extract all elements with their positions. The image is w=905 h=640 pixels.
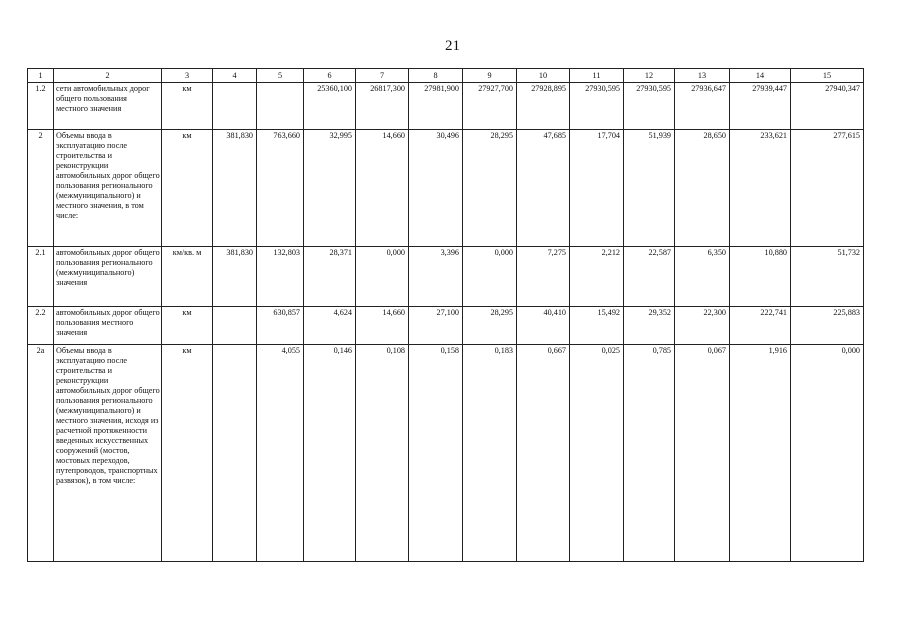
value-cell: 27928,895 bbox=[517, 83, 570, 130]
row-unit-cell: км bbox=[162, 345, 213, 562]
table-row bbox=[28, 307, 864, 345]
value-cell: 17,704 bbox=[570, 130, 624, 247]
value-cell: 763,660 bbox=[257, 130, 304, 247]
value-cell: 30,496 bbox=[409, 130, 463, 247]
value-cell: 32,995 bbox=[304, 130, 356, 247]
value-cell: 25360,100 bbox=[304, 83, 356, 130]
value-cell: 0,000 bbox=[791, 345, 864, 562]
row-unit-cell: км bbox=[162, 307, 213, 345]
value-cell: 0,158 bbox=[409, 345, 463, 562]
row-description-cell: автомобильных дорог общего пользования регионального (межмуниципального) значения bbox=[54, 247, 162, 307]
table-row bbox=[28, 247, 864, 307]
value-cell: 28,371 bbox=[304, 247, 356, 307]
value-cell: 0,025 bbox=[570, 345, 624, 562]
header-row bbox=[28, 69, 864, 83]
value-cell: 27940,347 bbox=[791, 83, 864, 130]
column-header-5: 5 bbox=[257, 69, 304, 83]
column-header-4: 4 bbox=[213, 69, 257, 83]
table-row bbox=[28, 130, 864, 247]
value-cell: 27936,647 bbox=[675, 83, 730, 130]
row-description-cell: Объемы ввода в эксплуатацию после строительства и реконструкции автомобильных дорог общего пользования регионального (межмуниципального) и местного значения, исходя из расчетной протяженности введенных искусственных сооружений (мостов, мостовых переходов, путепроводов, транспортных развязок), в том числе: bbox=[54, 345, 162, 562]
column-header-13: 13 bbox=[675, 69, 730, 83]
column-header-9: 9 bbox=[463, 69, 517, 83]
value-cell: 7,275 bbox=[517, 247, 570, 307]
column-header-10: 10 bbox=[517, 69, 570, 83]
value-cell: 6,350 bbox=[675, 247, 730, 307]
column-header-1: 1 bbox=[28, 69, 54, 83]
value-cell: 0,785 bbox=[624, 345, 675, 562]
column-header-12: 12 bbox=[624, 69, 675, 83]
value-cell: 28,650 bbox=[675, 130, 730, 247]
value-cell: 222,741 bbox=[730, 307, 791, 345]
value-cell: 630,857 bbox=[257, 307, 304, 345]
value-cell: 0,146 bbox=[304, 345, 356, 562]
row-unit-cell: км bbox=[162, 83, 213, 130]
value-cell bbox=[257, 83, 304, 130]
value-cell: 27927,700 bbox=[463, 83, 517, 130]
column-header-2: 2 bbox=[54, 69, 162, 83]
value-cell: 15,492 bbox=[570, 307, 624, 345]
value-cell: 0,183 bbox=[463, 345, 517, 562]
value-cell: 51,939 bbox=[624, 130, 675, 247]
value-cell: 27930,595 bbox=[570, 83, 624, 130]
value-cell: 4,624 bbox=[304, 307, 356, 345]
table-row bbox=[28, 83, 864, 130]
value-cell: 0,108 bbox=[356, 345, 409, 562]
value-cell: 0,067 bbox=[675, 345, 730, 562]
row-number-cell: 2 bbox=[28, 130, 54, 247]
value-cell: 29,352 bbox=[624, 307, 675, 345]
value-cell: 28,295 bbox=[463, 130, 517, 247]
value-cell: 2,212 bbox=[570, 247, 624, 307]
row-unit-cell: км/кв. м bbox=[162, 247, 213, 307]
column-header-8: 8 bbox=[409, 69, 463, 83]
value-cell: 10,880 bbox=[730, 247, 791, 307]
value-cell: 14,660 bbox=[356, 307, 409, 345]
column-header-14: 14 bbox=[730, 69, 791, 83]
value-cell: 381,830 bbox=[213, 130, 257, 247]
value-cell: 0,000 bbox=[356, 247, 409, 307]
value-cell bbox=[213, 83, 257, 130]
row-description-cell: Объемы ввода в эксплуатацию после строительства и реконструкции автомобильных дорог общего пользования регионального (межмуниципального) и местного значения, в том числе: bbox=[54, 130, 162, 247]
value-cell bbox=[213, 345, 257, 562]
value-cell: 51,732 bbox=[791, 247, 864, 307]
column-header-6: 6 bbox=[304, 69, 356, 83]
row-number-cell: 1.2 bbox=[28, 83, 54, 130]
column-header-3: 3 bbox=[162, 69, 213, 83]
value-cell: 1,916 bbox=[730, 345, 791, 562]
value-cell: 381,830 bbox=[213, 247, 257, 307]
value-cell: 277,615 bbox=[791, 130, 864, 247]
page-number: 21 bbox=[445, 38, 460, 54]
row-number-cell: 2.1 bbox=[28, 247, 54, 307]
value-cell: 225,883 bbox=[791, 307, 864, 345]
value-cell: 27,100 bbox=[409, 307, 463, 345]
value-cell: 0,000 bbox=[463, 247, 517, 307]
column-header-7: 7 bbox=[356, 69, 409, 83]
row-unit-cell: км bbox=[162, 130, 213, 247]
value-cell: 27981,900 bbox=[409, 83, 463, 130]
value-cell: 4,055 bbox=[257, 345, 304, 562]
value-cell bbox=[213, 307, 257, 345]
value-cell: 40,410 bbox=[517, 307, 570, 345]
row-description-cell: сети автомобильных дорог общего пользования местного значения bbox=[54, 83, 162, 130]
value-cell: 27939,447 bbox=[730, 83, 791, 130]
value-cell: 233,621 bbox=[730, 130, 791, 247]
value-cell: 26817,300 bbox=[356, 83, 409, 130]
value-cell: 27930,595 bbox=[624, 83, 675, 130]
value-cell: 28,295 bbox=[463, 307, 517, 345]
value-cell: 132,803 bbox=[257, 247, 304, 307]
value-cell: 22,587 bbox=[624, 247, 675, 307]
row-number-cell: 2а bbox=[28, 345, 54, 562]
value-cell: 14,660 bbox=[356, 130, 409, 247]
column-header-15: 15 bbox=[791, 69, 864, 83]
column-header-11: 11 bbox=[570, 69, 624, 83]
value-cell: 3,396 bbox=[409, 247, 463, 307]
data-table bbox=[27, 68, 864, 562]
value-cell: 47,685 bbox=[517, 130, 570, 247]
table-row bbox=[28, 345, 864, 562]
value-cell: 22,300 bbox=[675, 307, 730, 345]
value-cell: 0,667 bbox=[517, 345, 570, 562]
row-description-cell: автомобильных дорог общего пользования местного значения bbox=[54, 307, 162, 345]
row-number-cell: 2.2 bbox=[28, 307, 54, 345]
